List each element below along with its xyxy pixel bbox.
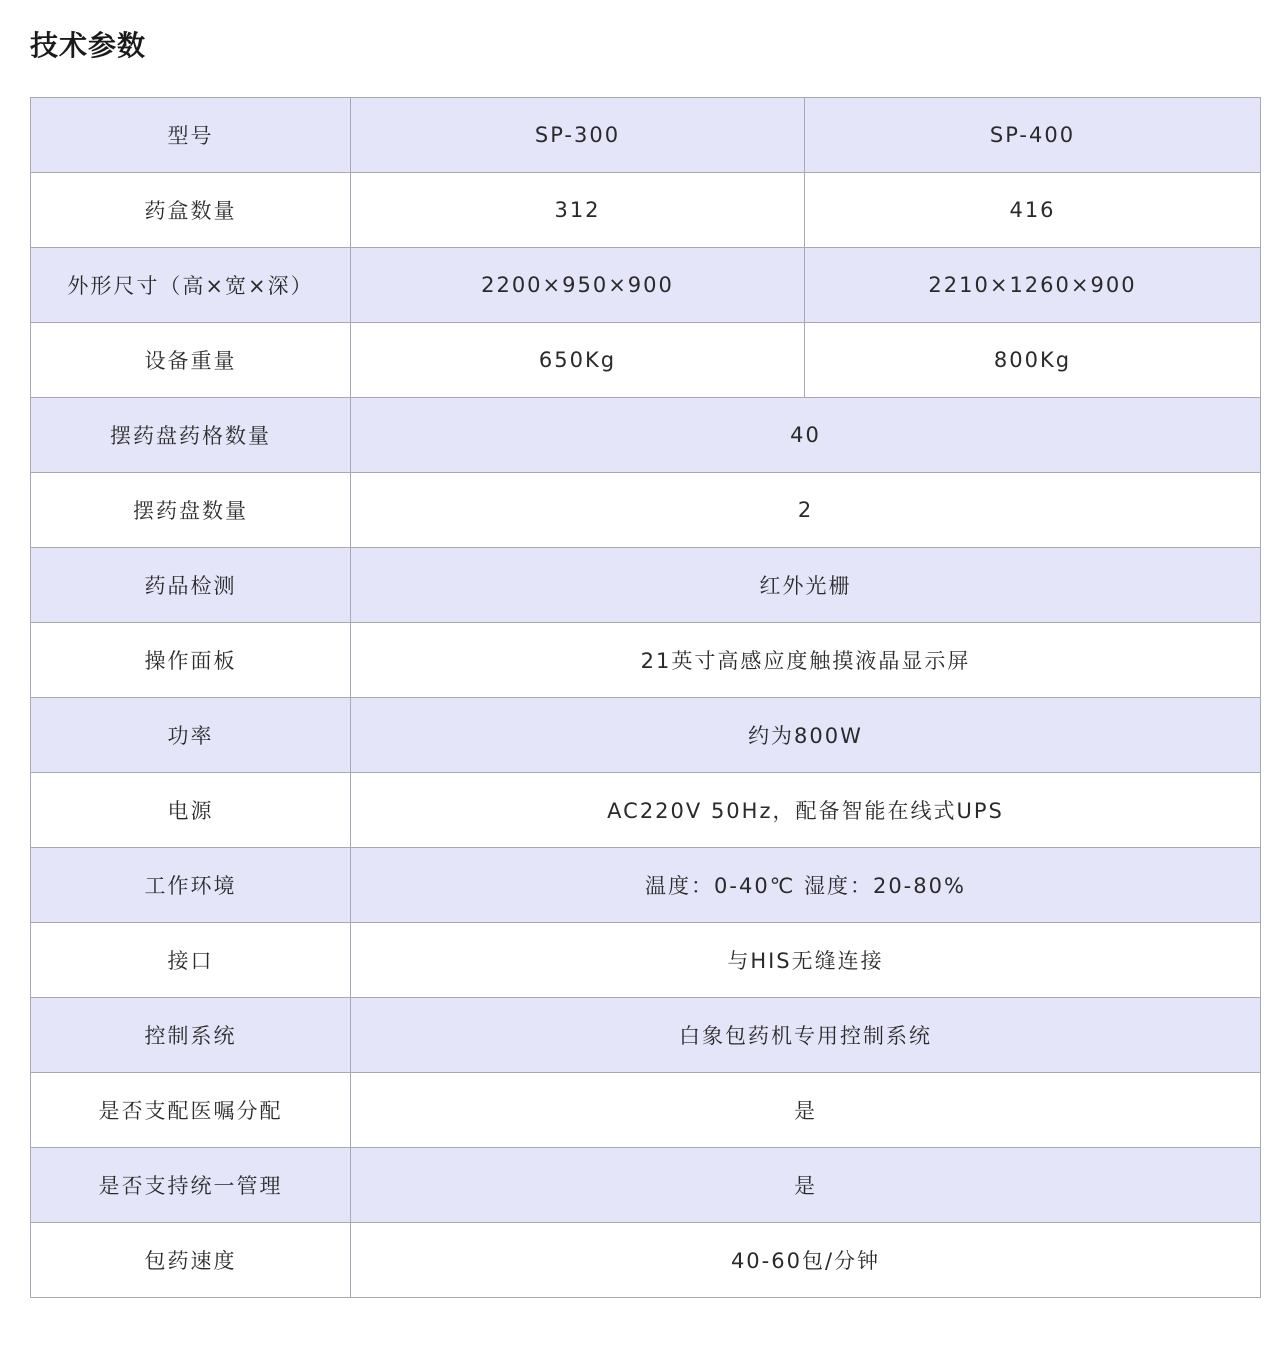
table-row <box>31 473 1261 548</box>
row-label: 控制系统 <box>31 998 351 1073</box>
table-row <box>31 923 1261 998</box>
row-label: 接口 <box>31 923 351 998</box>
table-row <box>31 398 1261 473</box>
row-label: 包药速度 <box>31 1223 351 1298</box>
table-row <box>31 248 1261 323</box>
table-row <box>31 1223 1261 1298</box>
row-label: 药盒数量 <box>31 173 351 248</box>
table-row <box>31 998 1261 1073</box>
row-value-sp300: 650Kg <box>351 323 805 398</box>
table-row <box>31 323 1261 398</box>
model-sp300: SP-300 <box>351 98 805 173</box>
table-row <box>31 1073 1261 1148</box>
row-value: 约为800W <box>351 698 1261 773</box>
spec-table <box>30 97 1261 1298</box>
row-value: AC220V 50Hz，配备智能在线式UPS <box>351 773 1261 848</box>
model-sp400: SP-400 <box>805 98 1261 173</box>
table-row <box>31 548 1261 623</box>
row-value: 与HIS无缝连接 <box>351 923 1261 998</box>
row-label: 操作面板 <box>31 623 351 698</box>
table-row <box>31 698 1261 773</box>
table-header-row <box>31 98 1261 173</box>
row-value-sp400: 2210×1260×900 <box>805 248 1261 323</box>
row-value: 21英寸高感应度触摸液晶显示屏 <box>351 623 1261 698</box>
row-label: 药品检测 <box>31 548 351 623</box>
row-label: 摆药盘数量 <box>31 473 351 548</box>
row-value-sp300: 312 <box>351 173 805 248</box>
table-row <box>31 173 1261 248</box>
row-label: 摆药盘药格数量 <box>31 398 351 473</box>
row-value: 是 <box>351 1148 1261 1223</box>
table-row <box>31 1148 1261 1223</box>
table-row <box>31 773 1261 848</box>
page-title: 技术参数 <box>30 29 147 62</box>
row-value: 红外光栅 <box>351 548 1261 623</box>
row-label: 是否支持统一管理 <box>31 1148 351 1223</box>
row-value: 40-60包/分钟 <box>351 1223 1261 1298</box>
row-value: 2 <box>351 473 1261 548</box>
row-label: 功率 <box>31 698 351 773</box>
row-value: 白象包药机专用控制系统 <box>351 998 1261 1073</box>
row-label: 型号 <box>31 98 351 173</box>
row-label: 设备重量 <box>31 323 351 398</box>
row-label: 外形尺寸（高×宽×深） <box>31 248 351 323</box>
row-label: 是否支配医嘱分配 <box>31 1073 351 1148</box>
table-row <box>31 623 1261 698</box>
row-value: 40 <box>351 398 1261 473</box>
row-value-sp300: 2200×950×900 <box>351 248 805 323</box>
row-label: 电源 <box>31 773 351 848</box>
row-value-sp400: 416 <box>805 173 1261 248</box>
row-value: 温度：0-40℃ 湿度：20-80% <box>351 848 1261 923</box>
table-row <box>31 848 1261 923</box>
row-value: 是 <box>351 1073 1261 1148</box>
row-label: 工作环境 <box>31 848 351 923</box>
row-value-sp400: 800Kg <box>805 323 1261 398</box>
